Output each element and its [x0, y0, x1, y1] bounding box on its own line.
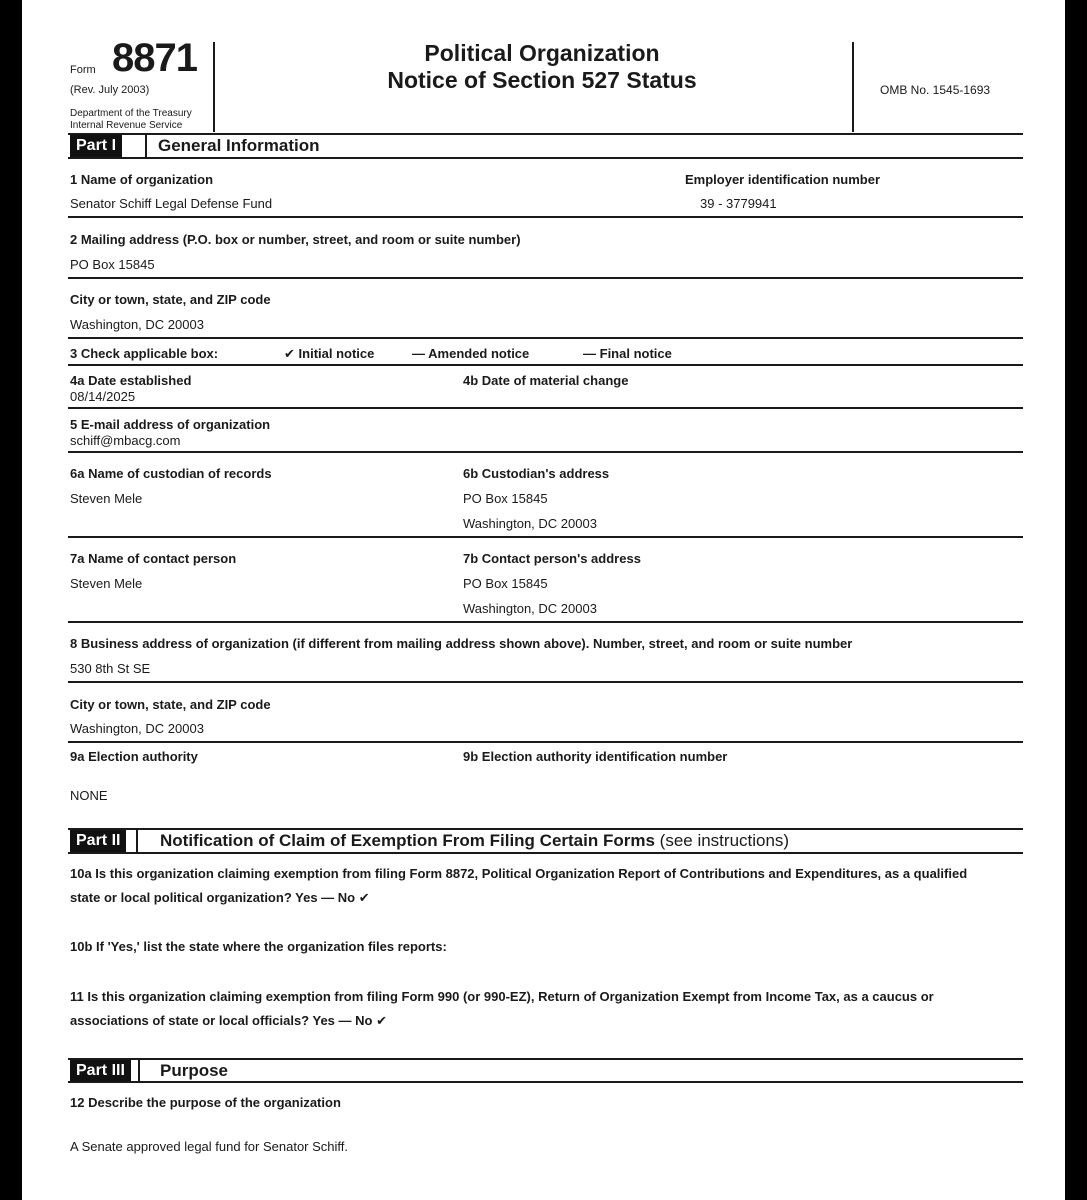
- omb-number: OMB No. 1545-1693: [880, 83, 991, 97]
- initial-notice-label: Initial notice: [298, 346, 375, 361]
- q7b-line1: PO Box 15845: [463, 576, 548, 591]
- q10a-yes-mark[interactable]: —: [321, 890, 335, 905]
- part2-title-note: (see instructions): [659, 831, 790, 850]
- part3-title: Purpose: [160, 1061, 229, 1080]
- q5-label: 5 E-mail address of organization: [70, 417, 271, 432]
- part3-tag: Part III: [70, 1060, 131, 1082]
- q11-question: associations of state or local officials? Yes: [70, 1013, 335, 1028]
- q12-label: 12 Describe the purpose of the organization: [70, 1095, 341, 1110]
- q10a-question: state or local political organization? Yes: [70, 890, 318, 905]
- ein-value: 39 - 3779941: [700, 196, 777, 211]
- q11-no-mark[interactable]: ✔: [376, 1013, 388, 1028]
- part1-tag: Part I: [70, 135, 122, 157]
- q10a-no-label: No: [337, 890, 356, 905]
- part3-rule: [68, 1081, 1023, 1083]
- rule-q3: [68, 364, 1023, 366]
- rule-q7: [68, 621, 1023, 623]
- rule-q2: [68, 277, 1023, 279]
- part1-rule: [68, 157, 1023, 159]
- q4b-label: 4b Date of material change: [463, 373, 629, 388]
- header-divider-left: [213, 42, 215, 132]
- q9a-label: 9a Election authority: [70, 749, 198, 764]
- q9b-label: 9b Election authority identification number: [463, 749, 728, 764]
- q7a-value: Steven Mele: [70, 576, 143, 591]
- amended-notice-mark: —: [412, 346, 425, 361]
- rule-q1: [68, 216, 1023, 218]
- part2-top-rule: [68, 828, 1023, 830]
- q6a-label: 6a Name of custodian of records: [70, 466, 272, 481]
- part2-tag-divider: [136, 830, 138, 852]
- city-label: City or town, state, and ZIP code: [70, 292, 271, 307]
- revision-date: (Rev. July 2003): [70, 84, 150, 96]
- rule-q8: [68, 681, 1023, 683]
- q1-label: 1 Name of organization: [70, 172, 214, 187]
- city-value: Washington, DC 20003: [70, 317, 204, 332]
- final-notice-checkbox[interactable]: [583, 346, 672, 361]
- part3-top-rule: [68, 1058, 1023, 1060]
- q5-value: schiff@mbacg.com: [70, 433, 181, 448]
- title-line2: Notice of Section 527 Status: [387, 67, 697, 93]
- q9a-value: NONE: [70, 788, 108, 803]
- q12-value: A Senate approved legal fund for Senator Schiff.: [70, 1139, 349, 1154]
- q7a-label: 7a Name of contact person: [70, 551, 237, 566]
- q11-line1: 11 Is this organization claiming exemption from filing Form 990 (or 990-EZ), Return of Organization Exempt from Income Tax, as a caucus or: [70, 989, 934, 1004]
- part2-title: [160, 831, 789, 851]
- part2-title-main: Notification of Claim of Exemption From Filing Certain Forms: [160, 831, 655, 850]
- part3-tag-divider: [138, 1060, 140, 1082]
- q6b-line2: Washington, DC 20003: [463, 516, 597, 531]
- q7b-label: 7b Contact person's address: [463, 551, 641, 566]
- form-number: 8871: [112, 36, 197, 80]
- department-line1: Department of the Treasury: [70, 108, 192, 119]
- amended-notice-label: Amended notice: [428, 346, 530, 361]
- initial-notice-checkbox[interactable]: [284, 346, 374, 362]
- q10a-no-mark[interactable]: ✔: [358, 890, 370, 905]
- part1-tag-divider: [145, 135, 147, 157]
- final-notice-label: Final notice: [599, 346, 672, 361]
- rule-q8-city: [68, 741, 1023, 743]
- q2-value: PO Box 15845: [70, 257, 155, 272]
- header-divider-right: [852, 42, 854, 132]
- q3-label: 3 Check applicable box:: [70, 346, 219, 361]
- part2-rule: [68, 852, 1023, 854]
- q6b-line1: PO Box 15845: [463, 491, 548, 506]
- q6a-value: Steven Mele: [70, 491, 143, 506]
- rule-city: [68, 337, 1023, 339]
- form-word: Form: [70, 64, 96, 76]
- q4a-label: 4a Date established: [70, 373, 192, 388]
- q8-city-label: City or town, state, and ZIP code: [70, 697, 271, 712]
- q8-label: 8 Business address of organization (if different from mailing address shown above). Number, street, and room or suite number: [70, 636, 853, 651]
- header-bottom-rule: [68, 133, 1023, 135]
- part1-title: General Information: [158, 136, 320, 155]
- department-line2: Internal Revenue Service: [70, 120, 183, 131]
- title-line1: Political Organization: [424, 40, 660, 66]
- part2-tag: Part II: [70, 830, 126, 852]
- q1-value: Senator Schiff Legal Defense Fund: [70, 196, 273, 211]
- q10a-line2: [70, 890, 370, 906]
- q10b-label: 10b If 'Yes,' list the state where the organization files reports:: [70, 939, 447, 954]
- rule-q4: [68, 407, 1023, 409]
- q2-label: 2 Mailing address (P.O. box or number, street, and room or suite number): [70, 232, 521, 247]
- q11-yes-mark[interactable]: —: [338, 1013, 352, 1028]
- ein-label: Employer identification number: [685, 172, 881, 187]
- amended-notice-checkbox[interactable]: [412, 346, 529, 361]
- q7b-line2: Washington, DC 20003: [463, 601, 597, 616]
- rule-q5: [68, 451, 1023, 453]
- q4a-value: 08/14/2025: [70, 389, 136, 404]
- form-page: [22, 0, 1065, 1200]
- q8-city-value: Washington, DC 20003: [70, 721, 204, 736]
- q11-line2: [70, 1013, 387, 1029]
- q11-no-label: No: [355, 1013, 373, 1028]
- final-notice-mark: —: [583, 346, 596, 361]
- rule-q6: [68, 536, 1023, 538]
- initial-notice-mark: ✔: [284, 346, 295, 361]
- q6b-label: 6b Custodian's address: [463, 466, 610, 481]
- q10a-line1: 10a Is this organization claiming exemption from filing Form 8872, Political Organization Report of Contributions and Expenditures, as a qualified: [70, 866, 968, 881]
- q8-value: 530 8th St SE: [70, 661, 151, 676]
